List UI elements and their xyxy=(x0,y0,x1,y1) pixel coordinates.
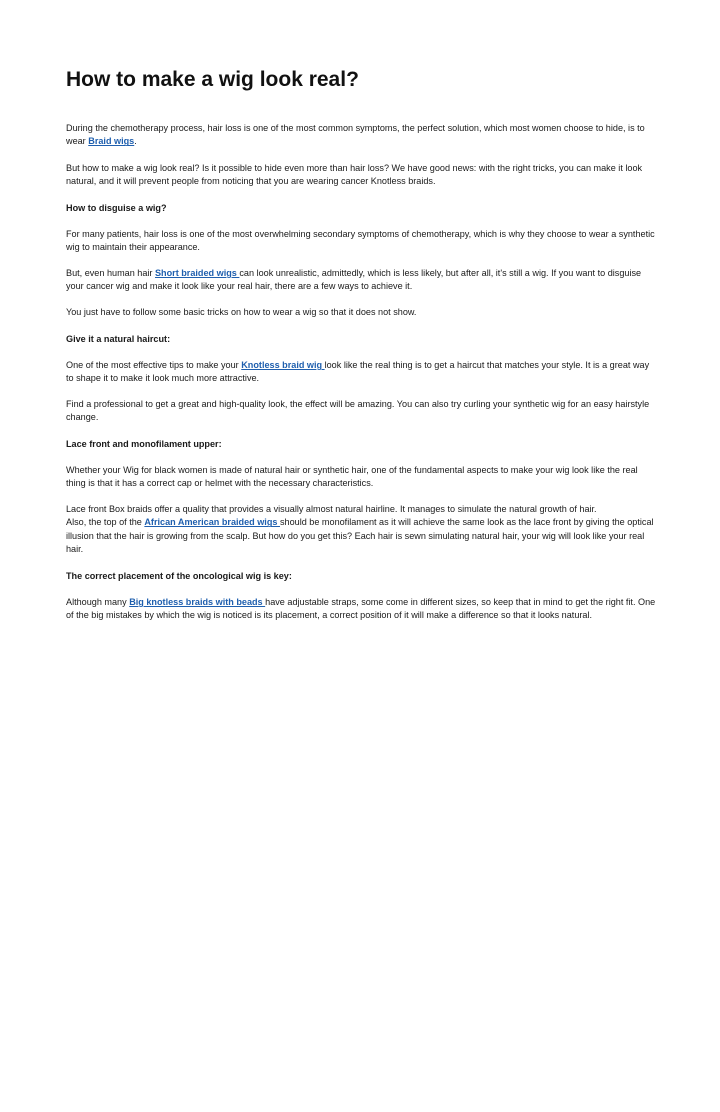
paragraph-text: Lace front Box braids offer a quality that provides a visually almost natural hairline. It manages to simulate the natural growth of hair. xyxy=(66,504,597,514)
braid-wigs-link[interactable]: Braid wigs xyxy=(88,136,135,147)
section-heading: How to disguise a wig? xyxy=(66,203,167,213)
paragraph-text: During the chemotherapy process, hair loss is one of the most common symptoms, the perfect solution, which most women choose to hide, is to wear xyxy=(66,123,645,147)
paragraph-lace-front xyxy=(66,503,658,557)
knotless-braid-wig-link[interactable]: Knotless braid wig xyxy=(241,360,325,370)
heading-placement xyxy=(66,570,658,583)
paragraph-text: Whether your Wig for black women is made of natural hair or synthetic hair, one of the fundamental aspects to make your wig look like the real thing is that it has a correct cap or helmet with the necessary characteristics. xyxy=(66,465,638,489)
section-heading: Lace front and monofilament upper: xyxy=(66,439,222,449)
short-braided-wigs-link[interactable]: Short braided wigs xyxy=(154,268,240,278)
paragraph-good-news xyxy=(66,162,658,189)
paragraph-text: Although many xyxy=(66,597,130,607)
heading-disguise xyxy=(66,202,658,215)
paragraph-text: You just have to follow some basic tricks on how to wear a wig so that it does not show. xyxy=(66,307,417,317)
paragraph-text: Find a professional to get a great and high-quality look, the effect will be amazing. You can also try curling your synthetic wig for an easy hairstyle change. xyxy=(66,399,650,423)
paragraph-text: . xyxy=(134,136,137,147)
paragraph-patients xyxy=(66,228,658,255)
paragraph-text: For many patients, hair loss is one of the most overwhelming secondary symptoms of chemotherapy, which is why they choose to wear a synthetic wig to maintain their appearance. xyxy=(66,229,655,253)
big-knotless-braids-link[interactable]: Big knotless braids with beads xyxy=(129,597,266,607)
heading-lace-front xyxy=(66,438,658,451)
paragraph-text: But how to make a wig look real? Is it possible to hide even more than hair loss? We have good news: with the right tricks, you can make it look natural, and it will prevent people from noticing that you are wearing cancer Knotless braids. xyxy=(66,163,643,187)
paragraph-wig-cap xyxy=(66,464,658,491)
heading-haircut xyxy=(66,333,658,346)
paragraph-human-hair xyxy=(66,267,658,294)
paragraph-intro xyxy=(66,122,658,149)
paragraph-professional xyxy=(66,398,658,425)
paragraph-text: have adjustable straps, some come in different sizes, so keep that in mind to get the right fit. One of the big mistakes by which the wig is noticed is its placement, a correct position of it will make a difference so that it looks natural. xyxy=(66,597,656,621)
section-heading: The correct placement of the oncological wig is key: xyxy=(66,571,292,581)
section-heading: Give it a natural haircut: xyxy=(66,334,171,344)
paragraph-text: look like the real thing is to get a haircut that matches your style. It is a great way to shape it to make it look much more attractive. xyxy=(66,360,650,384)
paragraph-text: One of the most effective tips to make your xyxy=(66,360,242,370)
page-title: How to make a wig look real? xyxy=(66,68,359,91)
paragraph-text: Also, the top of the xyxy=(66,517,145,528)
paragraph-placement xyxy=(66,596,658,623)
paragraph-text: can look unrealistic, admittedly, which is less likely, but after all, it's still a wig. If you want to disguise your cancer wig and make it look like your real hair, there are a few ways to achieve it. xyxy=(66,268,642,292)
paragraph-text: But, even human hair xyxy=(66,268,155,278)
paragraph-haircut xyxy=(66,359,658,386)
paragraph-text: should be monofilament as it will achieve the same look as the lace front by giving the optical illusion that the hair is growing from the scalp. But how do you get this? Each hair is sewn simulating natural hair, your wig will look like your real hair. xyxy=(66,517,654,555)
paragraph-basic-tricks xyxy=(66,306,658,319)
african-american-braided-wigs-link[interactable]: African American braided wigs xyxy=(144,517,280,528)
